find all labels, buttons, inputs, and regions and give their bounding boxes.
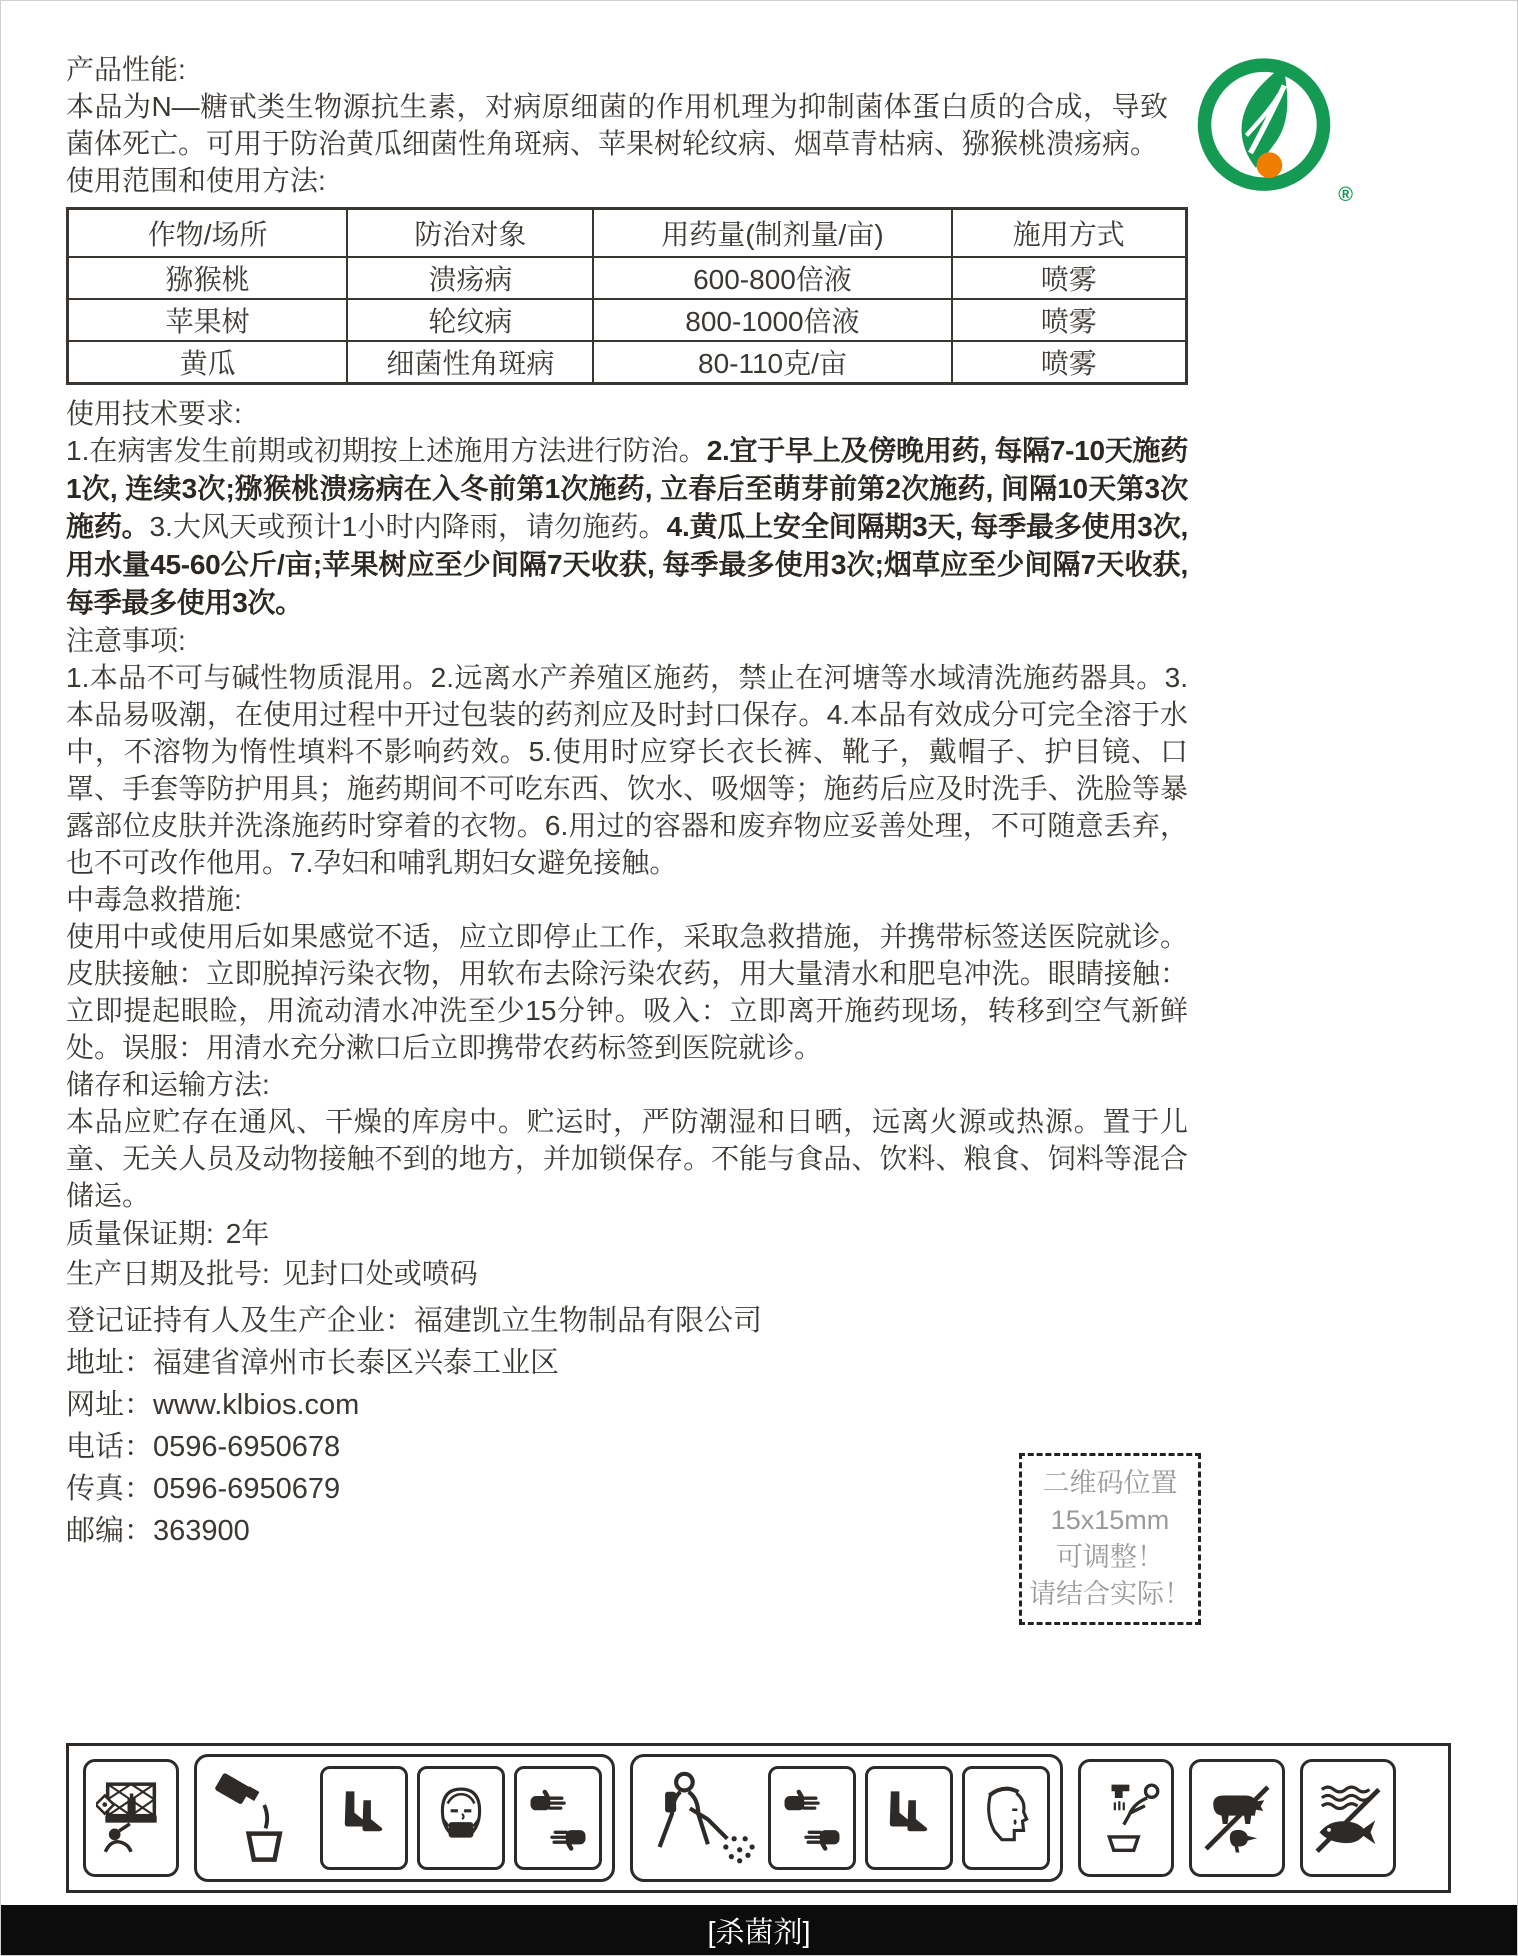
no-livestock-icon — [1189, 1759, 1285, 1877]
face-mask-icon — [417, 1766, 505, 1870]
cell-target: 细菌性角斑病 — [347, 341, 593, 384]
category-label: [杀菌剂] — [707, 1916, 811, 1949]
technical-seg-4: 4.黄瓜上安全间隔期3天, 每季最多使用3次, 用水量45-60公斤/亩;苹果树应至少间隔7天收获, 每季最多使用3次;烟草应至少间隔7天收获, 每季最多使用3次。 — [66, 511, 1188, 618]
qr-line-3: 可调整！ — [1056, 1542, 1164, 1572]
usage-table-header-row — [68, 209, 1187, 258]
first-aid-text: 使用中或使用后如果感觉不适，应立即停止工作，采取急救措施，并携带标签送医院就诊。皮肤接触：立即脱掉污染衣物，用软布去除污染农药，用大量清水和肥皂冲洗。眼睛接触：立即提起眼睑，用流动清水冲洗至少15分钟。吸入：立即离开施药现场，转移到空气新鲜处。误服：用清水充分漱口后立即携带农药标签到医院就诊。 — [66, 921, 1188, 1063]
face-shield-icon — [962, 1766, 1050, 1870]
technical-seg-1: 1.在病害发生前期或初期按上述施用方法进行防治。 — [66, 435, 707, 466]
cell-crop: 猕猴桃 — [68, 257, 348, 299]
registrant-label: 登记证持有人及生产企业： — [66, 1305, 415, 1337]
category-footer-bar — [1, 1905, 1517, 1955]
address-value: 福建省漳州市长泰区兴泰工业区 — [153, 1347, 560, 1379]
cell-dosage: 800-1000倍液 — [593, 299, 951, 341]
cell-dosage: 600-800倍液 — [593, 257, 951, 299]
table-row — [68, 299, 1187, 341]
precautions-text: 1.本品不可与碱性物质混用。2.远离水产养殖区施药，禁止在河塘等水域清洗施药器具。3.本品易吸潮，在使用过程中开过包装的药剂应及时封口保存。4.本品有效成分可完全溶于水中，不溶物为惰性填料不影响药效。5.使用时应穿长衣长裤、靴子，戴帽子、护目镜、口罩、手套等防护用具；施药期间不可吃东西、饮水、吸烟等；施药后应及时洗手、洗脸等暴露部位皮肤并洗涤施药时穿着的衣物。6.用过的容器和废弃物应妥善处理，不可随意丢弃，也不可改作他用。7.孕妇和哺乳期妇女避免接触。 — [66, 662, 1188, 878]
production-date-line — [66, 1254, 1188, 1294]
storage-text: 本品应贮存在通风、干燥的库房中。贮运时，严防潮湿和日晒，远离火源或热源。置于儿童、无关人员及动物接触不到的地方，并加锁保存。不能与食品、饮料、粮食、饲料等混合储运。 — [66, 1106, 1188, 1211]
technical-heading: 使用技术要求: — [66, 398, 242, 429]
phone-value: 0596-6950678 — [153, 1431, 341, 1463]
cell-target: 溃疡病 — [347, 257, 593, 299]
production-value: 见封口处或喷码 — [281, 1258, 478, 1289]
cell-dosage: 80-110克/亩 — [593, 341, 951, 384]
spray-application-icon — [643, 1768, 759, 1868]
qr-line-1: 二维码位置 — [1042, 1468, 1178, 1498]
technical-seg-3: 3.大风天或预计1小时内降雨，请勿施药。 — [149, 511, 667, 542]
boots-icon — [865, 1766, 953, 1870]
usage-scope-heading: 使用范围和使用方法: — [66, 165, 326, 196]
gloves-icon — [768, 1766, 856, 1870]
quality-value: 2年 — [225, 1218, 270, 1249]
quality-guarantee-line — [66, 1214, 1188, 1254]
no-fish-icon — [1300, 1759, 1396, 1877]
usage-table — [66, 207, 1188, 385]
qr-line-2: 15x15mm — [1050, 1505, 1170, 1535]
keep-locked-away-from-children-icon — [83, 1759, 179, 1877]
cell-method: 喷雾 — [952, 341, 1187, 384]
fax-label: 传真： — [66, 1473, 154, 1505]
fax-value: 0596-6950679 — [153, 1473, 341, 1505]
cell-target: 轮纹病 — [347, 299, 593, 341]
label-body — [66, 51, 1188, 1552]
leaf-circle-logo-icon — [1189, 53, 1339, 199]
website-label: 网址： — [66, 1389, 154, 1421]
mixing-ppe-group — [194, 1754, 615, 1882]
cell-crop: 苹果树 — [68, 299, 348, 341]
performance-heading: 产品性能: — [66, 54, 186, 85]
col-header-dosage: 用药量(制剂量/亩) — [593, 209, 951, 258]
zip-value: 363900 — [153, 1515, 250, 1547]
safety-pictogram-strip — [66, 1743, 1451, 1893]
technical-seg-2: 2.宜于早上及傍晚用药, 每隔7-10天施药1次, 连续3次;猕猴桃溃疡病在入冬前第1次施药, 立春后至萌芽前第2次施药, 间隔10天第3次施药。 — [66, 435, 1188, 542]
quality-label: 质量保证期: — [66, 1218, 214, 1249]
col-header-crop: 作物/场所 — [68, 209, 348, 258]
brand-logo — [1189, 53, 1353, 206]
technical-text — [66, 432, 1188, 622]
phone-label: 电话： — [66, 1431, 154, 1463]
registered-trademark-mark: ® — [1338, 184, 1353, 206]
table-row — [68, 341, 1187, 384]
storage-heading: 储存和运输方法: — [66, 1069, 270, 1100]
first-aid-heading: 中毒急救措施: — [66, 884, 242, 915]
address-label: 地址： — [66, 1347, 154, 1379]
boots-icon — [320, 1766, 408, 1870]
gloves-icon — [514, 1766, 602, 1870]
cell-method: 喷雾 — [952, 299, 1187, 341]
qr-code-placeholder — [1019, 1453, 1201, 1625]
address-line — [66, 1342, 1188, 1384]
production-label: 生产日期及批号: — [66, 1258, 270, 1289]
table-row — [68, 257, 1187, 299]
website-value: www.klbios.com — [153, 1389, 360, 1421]
registrant-line — [66, 1300, 1188, 1342]
performance-text: 本品为N—糖甙类生物源抗生素，对病原细菌的作用机理为抑制菌体蛋白质的合成，导致菌体死亡。可用于防治黄瓜细菌性角斑病、苹果树轮纹病、烟草青枯病、猕猴桃溃疡病。 — [66, 91, 1168, 159]
wash-after-use-icon — [1078, 1759, 1174, 1877]
pour-mixing-icon — [207, 1766, 311, 1870]
zip-label: 邮编： — [66, 1515, 154, 1547]
col-header-method: 施用方式 — [952, 209, 1187, 258]
cell-method: 喷雾 — [952, 257, 1187, 299]
qr-line-4: 请结合实际！ — [1029, 1579, 1191, 1609]
cell-crop: 黄瓜 — [68, 341, 348, 384]
application-ppe-group — [630, 1754, 1063, 1882]
registrant-value: 福建凯立生物制品有限公司 — [414, 1305, 763, 1337]
website-line — [66, 1384, 1188, 1426]
col-header-target: 防治对象 — [347, 209, 593, 258]
precautions-heading: 注意事项: — [66, 625, 186, 656]
